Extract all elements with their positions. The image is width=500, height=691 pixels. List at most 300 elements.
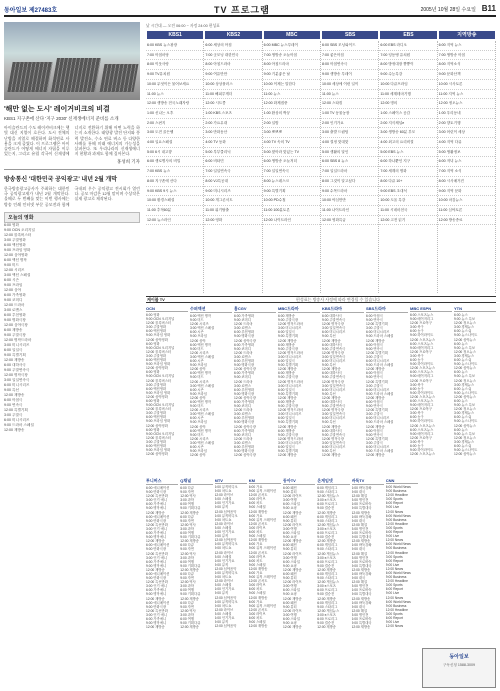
cable-program: 6:00 Report <box>385 501 403 506</box>
cable-program: 9:00 연속극 <box>366 375 383 380</box>
cable-program: 6:00 액션 명작 <box>190 399 211 404</box>
program-slot: 2:00 향토기행 <box>438 119 495 129</box>
program-slot: 10:00 마감뉴스 <box>438 196 495 206</box>
cable-program: 12:00 심야영화 <box>146 423 168 428</box>
program-slot: 9:00 수능특강 <box>379 70 436 80</box>
cable-program: 6:00 액션 명작 <box>190 428 211 433</box>
cable-program: 9:00 프라임 <box>190 420 207 425</box>
cable-channel-block <box>190 306 232 476</box>
program-slot: 9:00 EBS 초대석 <box>379 187 436 197</box>
cable-program: 6:00 여행 <box>180 502 194 507</box>
cable-program: 9:00 뮤직 스테이션 <box>248 575 277 580</box>
cable-program: 9:00 주말극장 <box>278 346 299 351</box>
program-slot: 6:00 EBS 라디오 <box>379 41 436 51</box>
cable-program: 6:00 차트 <box>248 587 263 592</box>
cable-program: 9:00 특별대국 <box>351 506 372 511</box>
program-slot: 11:00 심야토론 <box>438 206 495 216</box>
channel-header: MBC <box>264 31 320 39</box>
cable-label: 케이블 TV <box>147 297 165 302</box>
program-slot: 7:00 일일연속극 <box>204 167 261 177</box>
program-slot: 7:00 생방송 오늘아침 <box>263 51 320 61</box>
cable-program: 12:00 심야영화 <box>146 366 168 371</box>
program-slot: 11:00 시네마천국 <box>379 206 436 216</box>
cable-program: 12:00 블록버스터 <box>146 435 172 440</box>
cable-program: 12:00 특선만화 <box>146 608 168 613</box>
cable-program: 6:00 Report <box>385 587 403 592</box>
cable-program: 9:00 뮤직 <box>214 562 229 567</box>
cable-program: 12:00 재방송 <box>278 338 297 343</box>
cable-program: 6:00 가족영화 <box>234 399 255 404</box>
listing-line: 12:00 재방송 <box>4 357 25 362</box>
page-title: TV 프로그램 <box>214 5 270 15</box>
cable-program: 12:00 라이브 <box>214 579 234 584</box>
program-slot: 6:00 MBC 뉴스투데이 <box>263 41 320 51</box>
cable-program: 6:00 애니메이션 <box>146 543 170 548</box>
cable-program: 6:00 World News <box>385 513 411 518</box>
cable-program: 9:00 주말연속극 <box>322 432 346 437</box>
cable-program: 12:00 심야 <box>190 453 206 458</box>
cable-program: 9:00 뉴스나이트 <box>454 419 478 424</box>
listing-line: 6:00 아침극 <box>4 397 23 402</box>
cable-program: 6:00 애니메이션 <box>146 600 170 605</box>
issue-date: 2005년 10월 28일 수요일 <box>420 7 476 13</box>
cable-program: 6:00 World News <box>385 570 411 575</box>
cable-program: 6:00 시즌 <box>190 387 204 392</box>
cable-program: 12:00 명작드라마 <box>278 408 304 413</box>
cable-program: 12:00 심야뉴스 <box>454 366 476 371</box>
cable-program: 12:00 라이프 <box>283 608 302 613</box>
cable-program: 12:00 심야극장 <box>234 453 256 458</box>
cable-program: 9:00 주말극장 <box>278 375 299 380</box>
cable-program: 9:00 드라마 스페셜 <box>366 363 394 368</box>
cable-program: 12:00 심야뉴스 <box>454 423 476 428</box>
cable-channel-name: MBC ESPN <box>410 306 452 312</box>
program-slot: 3:00 뽀뽀뽀 <box>263 128 320 138</box>
cable-program: 9:00 연속극 <box>366 346 383 351</box>
cable-channel-block <box>234 306 276 476</box>
cable-program: 3:00 스페셜 <box>214 583 232 588</box>
cable-channel-name: OCN <box>146 306 188 312</box>
cable-program: 12:00 스포츠뉴스 <box>410 337 436 342</box>
cable-program: 6:00 Report <box>385 616 403 620</box>
cable-program: 9:00 특선 <box>322 363 336 368</box>
cable-program: 9:00 메이저리그 <box>410 345 434 350</box>
cable-program: 3:00 명인전 <box>351 584 369 589</box>
listing-line: 6:00 액션영화 <box>4 242 26 247</box>
cable-program: 6:00 가요 <box>248 513 263 518</box>
cable-program: 6:00 미니시리즈 <box>322 416 346 421</box>
listing-line: 9:00 미드 <box>4 262 19 267</box>
cable-program: 9:00 뉴스 특보 <box>454 317 475 322</box>
cable-program: 6:00 가족영화 <box>234 314 255 318</box>
cable-program: 12:00 심야음악 <box>214 538 237 543</box>
program-slot: 8:00 지구촌에 산다 <box>146 177 203 187</box>
cable-channel-name: 홈CGV <box>234 306 276 313</box>
listing-line: 9:00 프라임 영화 <box>4 247 31 252</box>
cable-program: 9:00 Live <box>385 620 400 625</box>
program-slot: 6:00 지역 뉴스 <box>438 41 495 51</box>
solar-panel-photo <box>4 22 140 100</box>
cable-program: 12:00 재방송 <box>180 625 199 630</box>
cable-program: 6:00 프로리그 <box>317 559 338 564</box>
cable-program: 3:00 로맨스 <box>234 354 251 359</box>
cable-program: 6:00 일일극 <box>278 416 295 421</box>
cable-program: 12:00 재방송 <box>322 338 341 343</box>
program-slot: 12:00 영화특급 <box>321 216 378 226</box>
cable-program: 6:00 액션영화 <box>146 329 167 334</box>
cable-program: 12:00 Headline <box>385 579 408 584</box>
cable-program: 12:00 재방송 <box>180 539 199 544</box>
cable-program: 9:00 결승전 <box>317 535 335 540</box>
cable-program: 6:00 패션 <box>283 600 297 605</box>
cable-program: 9:00 주말극장 <box>278 318 299 323</box>
cable-program: 12:00 Headline <box>385 607 408 612</box>
program-slot: 12:00 명의 <box>379 99 436 109</box>
cable-program: 12:00 재방송 <box>366 453 385 458</box>
cable-program: 12:00 드라마 <box>234 379 253 384</box>
cable-program: 3:00 e스포츠 <box>317 584 336 589</box>
cable-program: 12:00 심야극장 <box>234 424 256 429</box>
cable-program: 12:00 시리즈 <box>190 436 209 441</box>
cable-channel-block <box>180 478 212 646</box>
cable-program: 12:00 라이프 <box>283 494 302 499</box>
cable-program: 12:00 프로야구 <box>410 435 432 440</box>
cable-program: 9:00 차트쇼 <box>214 603 232 608</box>
cable-program: 3:00 미니시리즈 <box>278 383 302 388</box>
program-slot: 10:00 시사토론 <box>438 80 495 90</box>
cable-program: 12:00 블록버스터 <box>146 407 172 412</box>
cable-program: 6:00 차트 <box>248 530 263 535</box>
cable-program: 6:00 프로바둑 <box>351 502 372 507</box>
cable-program: 6:00 뉴스 Q <box>454 386 472 391</box>
cable-program: 12:00 재방송 <box>146 596 165 601</box>
cable-program: 12:00 정오뉴스 <box>454 407 476 412</box>
cable-program: 12:00 재방송 <box>278 395 297 400</box>
cable-program: 9:00 OCN 오리지널 <box>146 374 175 379</box>
cable-program: 6:00 액션영화 <box>146 358 167 363</box>
cable-program: 9:00 결승전 <box>317 563 335 568</box>
cable-program: 12:00 콘서트 <box>248 493 268 498</box>
second-body: 한국방송광고공사가 주최하는 대한민국 공익광고제가 내년 2월 개막한다. 올해로 두 번째를 맞는 이번 행사에는 방송 인쇄 인터넷 부문 공모전과 함께 국내외 우수 공익광고 전시회가 열린다. 공모 마감은 12월 말이며 수상작은 실제 광고로 제작된다. <box>4 185 140 207</box>
cable-program: 3:00 스페셜 <box>214 554 232 559</box>
cable-program: 9:00 특선 <box>322 420 336 425</box>
listing-line: 12:00 명작드라마 <box>4 337 32 342</box>
cable-program: 6:00 대하사극 <box>322 371 343 376</box>
cable-program: 9:00 기획다큐 <box>180 506 201 511</box>
cable-channel-name: MBC드라마 <box>278 306 320 313</box>
listing-line: 9:00 OCN 오리지널 <box>4 227 35 232</box>
cable-program: 9:00 차트쇼 <box>214 489 232 494</box>
cable-program: 9:00 특별기획 <box>278 363 299 368</box>
cable-program: 6:00 스포츠뉴스 <box>410 341 434 346</box>
cable-program: 12:00 명작드라마 <box>278 436 304 441</box>
cable-program: 9:00 코미디 <box>234 318 251 323</box>
cable-program: 9:00 Business <box>385 575 407 580</box>
cable-program: 12:00 라이브 <box>214 550 234 555</box>
cable-program: 12:00 스포츠뉴스 <box>410 394 436 399</box>
program-slot: 1:00 신나는 오후 <box>146 109 203 119</box>
cable-program: 12:00 역사 <box>180 522 196 527</box>
cable-program: 3:00 과학 <box>180 555 194 560</box>
cable-program: 12:00 재방송 <box>351 625 371 630</box>
cable-program: 12:00 게임뉴스 <box>317 551 340 556</box>
program-slot: 2:00 스펀지 <box>146 119 203 129</box>
cable-program: 12:00 블록버스터 <box>146 349 172 354</box>
cable-channel-block <box>317 478 349 646</box>
cable-program: 9:00 대국 <box>351 490 366 495</box>
cable-program: 12:00 재방송 <box>278 453 297 458</box>
cable-program: 9:00 뮤직 <box>214 534 229 539</box>
cable-program: 6:00 프로바둑 <box>351 588 372 593</box>
cable-program: 9:00 명작애니 <box>146 592 167 597</box>
listing-line: 9:00 주말극장 <box>4 332 26 337</box>
cable-program: 9:00 뉴스나이트 <box>454 390 478 395</box>
cable-program: 6:00 차트 <box>248 558 263 563</box>
cable-grid-lower <box>146 478 418 646</box>
cable-program: 6:00 뉴스 Q <box>454 329 472 334</box>
cable-program: 12:00 심야극장 <box>234 395 256 400</box>
cable-program: 6:00 게임리그 <box>317 486 338 490</box>
program-slot: 5:00 EBS 뉴스 <box>379 148 436 158</box>
program-slot: 3:00 생방송 60분 부모 <box>379 128 436 138</box>
program-slot: 6:00 KBS 뉴스광장 <box>146 41 203 51</box>
program-slot: 5:00 6시 내고향 <box>146 148 203 158</box>
cable-program: 12:00 명작드라마 <box>278 322 304 327</box>
listing-line: 3:00 액션 스페셜 <box>4 272 31 277</box>
listing-line: 6:00 액션 명작 <box>4 257 27 262</box>
program-slot: 7:00 딩동댕 유치원 <box>379 51 436 61</box>
cable-program: 12:00 프로야구 <box>410 407 432 412</box>
cable-program: 6:00 인기가요 <box>214 587 235 592</box>
cable-program: 9:00 명화극장 <box>234 363 255 368</box>
program-slot: 11:00 세계테마기행 <box>379 90 436 100</box>
cable-program: 9:00 결승전 <box>317 592 335 597</box>
cable-program: 12:00 재방송 <box>180 567 199 572</box>
program-slot: 8:00 뉴스데스크 <box>263 177 320 187</box>
cable-program: 3:00 라이브 <box>248 497 266 502</box>
listing-line: 12:00 심야극장 <box>4 322 28 327</box>
cable-program: 3:00 축구 <box>410 353 424 358</box>
cable-program: 3:00 여행 <box>283 612 297 617</box>
cable-program: 12:00 심야음악 <box>214 509 237 514</box>
cable-program: 12:00 심야극장 <box>234 367 256 372</box>
cable-program: 6:00 뮤직비디오 <box>214 485 238 489</box>
cable-program: 9:00 자연 <box>180 604 194 609</box>
cable-program: 6:00 영화 <box>146 341 160 346</box>
cable-program: 6:00 Report <box>385 530 403 535</box>
listing-line: 3:00 주말영화 <box>4 237 26 242</box>
cable-program: 12:00 재방송 <box>248 566 268 571</box>
cable-program: 3:00 Sports <box>385 611 403 616</box>
cable-program: 12:00 재방송 <box>146 539 165 544</box>
listing-line: 3:00 로맨스 <box>4 307 23 312</box>
program-slot: 9:00 생방송 투데이 <box>321 70 378 80</box>
program-slot: 11:00 뉴스 <box>146 90 203 100</box>
program-slot: 8:00 아침연속극 <box>321 60 378 70</box>
program-slot: 2:00 인기가요 <box>321 119 378 129</box>
cable-program: 12:00 심야극장 <box>234 338 256 343</box>
cable-program: 9:00 쇼핑 <box>283 621 297 626</box>
cable-program: 6:00 일일극 <box>278 330 295 335</box>
cable-program: 9:00 메이저리그 <box>410 317 434 322</box>
cable-program: 3:00 인기 애니 <box>146 526 167 531</box>
cable-program: 12:00 콘서트 <box>248 521 268 526</box>
listing-line: 6:00 미니시리즈 <box>4 417 30 422</box>
program-slot: 3:00 도전 골든벨 <box>146 128 203 138</box>
cable-program: 6:00 대하사극 <box>322 399 343 404</box>
cable-program: 6:00 다큐 <box>180 571 194 576</box>
cable-program: 6:00 재방송 <box>278 314 295 318</box>
cable-program: 9:00 하이라이트 <box>410 419 434 424</box>
cable-channel-name: YTN <box>454 306 496 312</box>
listing-line: 12:00 재방송 <box>4 427 25 432</box>
cable-program: 6:00 애니메이션 <box>146 514 170 519</box>
cable-program: 12:00 해설 <box>351 580 368 585</box>
cable-program: 6:00 프로바둑 <box>351 617 372 621</box>
cable-program: 12:00 재방송 <box>322 424 341 429</box>
cable-program: 9:00 만화극장 <box>146 576 167 581</box>
cable-program: 6:00 여행 <box>180 559 194 564</box>
cable-program: 6:00 시즌 <box>190 416 204 421</box>
cable-program: 9:00 특별대국 <box>351 621 372 626</box>
cable-program: 9:00 차트쇼 <box>214 517 232 522</box>
program-slot: 3:00 어린이 세상 <box>438 128 495 138</box>
program-slot: 12:00 시트콤 <box>204 99 261 109</box>
cable-program: 12:00 블록버스터 <box>146 321 172 326</box>
program-slot: 9:00 미니시리즈 <box>204 187 261 197</box>
cable-program: 9:00 뷰티 <box>283 547 297 552</box>
cable-program: 9:00 주말극장 <box>278 432 299 437</box>
cable-program: 12:00 역사 <box>180 608 196 613</box>
cable-program: 3:00 주말영화 <box>146 325 167 330</box>
cable-program: 6:00 Report <box>385 558 403 563</box>
cable-channel-block <box>454 306 496 476</box>
cable-program: 9:00 특별대국 <box>351 592 372 597</box>
cable-program: 12:00 재방송 <box>351 539 371 544</box>
cable-program: 3:00 Sports <box>385 554 403 559</box>
cable-program: 9:00 명작애니 <box>146 535 167 540</box>
cable-program: 9:00 특선 <box>322 391 336 396</box>
program-slot: 1:00 KBS 스포츠 <box>204 109 261 119</box>
listing-line: 9:00 명화극장 <box>4 317 26 322</box>
cable-program: 6:00 가족애니 <box>146 559 167 564</box>
cable-program: 12:00 특별기획 <box>366 379 388 384</box>
cable-program: 6:00 농구 <box>410 386 424 391</box>
cable-program: 6:00 농구 <box>410 358 424 363</box>
program-slot: 7:00 생방송 아침 <box>438 51 495 61</box>
cable-program: 6:00 뉴스 <box>454 370 468 375</box>
cable-program: 6:00 스타일 <box>283 559 300 564</box>
cable-program: 3:00 일일연속극 <box>322 412 346 417</box>
cable-program: 3:00 주말극 <box>366 383 383 388</box>
program-slot: 7:00 KBS 뉴스 <box>146 167 203 177</box>
time-band: 낮 시간대 — 오전 06:00 ~ 자정 24:00 편성표 <box>146 24 220 28</box>
cable-program: 9:00 명화극장 <box>234 391 255 396</box>
cable-program: 12:00 특별기획 <box>366 350 388 355</box>
page-number: B11 <box>481 4 496 13</box>
cable-program: 3:00 과학 <box>180 498 194 503</box>
channel-header: 지역방송 <box>439 31 495 39</box>
program-slot: 5:00 부부클리닉 <box>204 148 261 158</box>
cable-program: 9:00 스타리그 <box>317 604 338 609</box>
cable-program: 6:00 액션영화 <box>146 386 167 391</box>
cable-program: 3:00 액션 스페셜 <box>190 354 215 359</box>
cable-program: 9:00 뉴스나이트 <box>454 448 478 453</box>
cable-program: 6:00 뮤직비디오 <box>214 570 238 575</box>
program-slot: 4:00 결정 맛대맛 <box>321 138 378 148</box>
cable-program: 12:00 재방송 <box>180 510 199 515</box>
cable-program: 6:00 프로리그 <box>317 617 338 621</box>
cable-program: 6:00 게임리그 <box>317 514 338 519</box>
cable-program: 3:00 축구 <box>410 411 424 416</box>
cable-program: 12:00 심야 <box>190 395 206 400</box>
cable-program: 6:00 시즌 <box>190 445 204 449</box>
program-slot: 11:00 지역 뉴스 <box>438 90 495 100</box>
listing-line: 9:00 프라임 <box>4 282 23 287</box>
cable-program: 6:00 가족애니 <box>146 502 167 507</box>
cable-program: 6:00 영화 <box>146 427 160 432</box>
cable-program: 9:00 뮤직 스테이션 <box>248 546 277 551</box>
cable-channel-name: Q채널 <box>180 478 212 485</box>
cable-program: 6:00 게임리그 <box>317 600 338 605</box>
listing-line: 12:00 재방송 <box>4 392 25 397</box>
cable-program: 12:00 심야음악 <box>214 624 237 629</box>
cable-program: 9:00 대국 <box>351 576 366 581</box>
cable-program: 9:00 특별대국 <box>351 563 372 568</box>
cable-program: 9:00 하이라이트 <box>410 390 434 395</box>
cable-program: 6:00 패션 <box>283 514 297 519</box>
cable-program: 6:00 영화 <box>146 398 160 403</box>
cable-channel-name: MTV <box>215 478 247 484</box>
cable-program: 12:00 재방송 <box>366 338 385 343</box>
movie-listing <box>4 223 140 433</box>
cable-program: 6:00 영화 <box>146 313 160 317</box>
cable-program: 3:00 액션 스페셜 <box>190 412 215 417</box>
cable-program: 6:00 프로바둑 <box>351 531 372 536</box>
listing-line: 6:00 대하사극 <box>4 362 26 367</box>
cable-program: 3:00 과학 <box>180 612 194 617</box>
movie-box-title: 오늘의 영화 <box>4 212 140 223</box>
cable-program: 3:00 라이브 <box>248 583 266 588</box>
cable-program: 9:00 명화극장 <box>234 420 255 425</box>
cable-program: 6:00 미니시리즈 <box>322 359 346 364</box>
cable-program: 9:00 대국 <box>351 604 366 609</box>
cable-program: 12:00 재방송 <box>322 367 341 372</box>
program-slot: 12:00 스타킹 <box>321 99 378 109</box>
channel-column <box>146 41 204 293</box>
cable-program: 12:00 게임뉴스 <box>317 608 340 613</box>
channel-header: KBS1 <box>147 31 203 39</box>
cable-grid-upper <box>146 306 496 476</box>
cable-program: 12:00 재방송 <box>366 367 385 372</box>
cable-program: 9:00 만화극장 <box>146 490 167 495</box>
cable-program: 12:00 정오뉴스 <box>454 378 476 383</box>
cable-program: 12:00 심야음악 <box>214 566 237 571</box>
cable-program: 3:00 축구 <box>410 382 424 387</box>
cable-program: 3:00 e스포츠 <box>317 526 336 531</box>
cable-program: 12:00 라이프 <box>283 551 302 556</box>
cable-program: 12:00 재방송 <box>351 510 371 515</box>
cable-program: 3:00 경제뉴스 <box>454 353 475 358</box>
cable-program: 6:00 뉴스 <box>454 341 468 346</box>
cable-program: 12:00 심야 <box>190 367 206 372</box>
program-slot: 2:00 지식채널e <box>379 119 436 129</box>
cable-program: 12:00 News <box>385 624 404 629</box>
cable-program: 12:00 재방송 <box>283 539 302 544</box>
cable-program: 9:00 명화극장 <box>234 449 255 454</box>
cable-program: 3:00 스페셜 <box>214 497 232 502</box>
cable-program: 12:00 재방송 <box>322 395 341 400</box>
